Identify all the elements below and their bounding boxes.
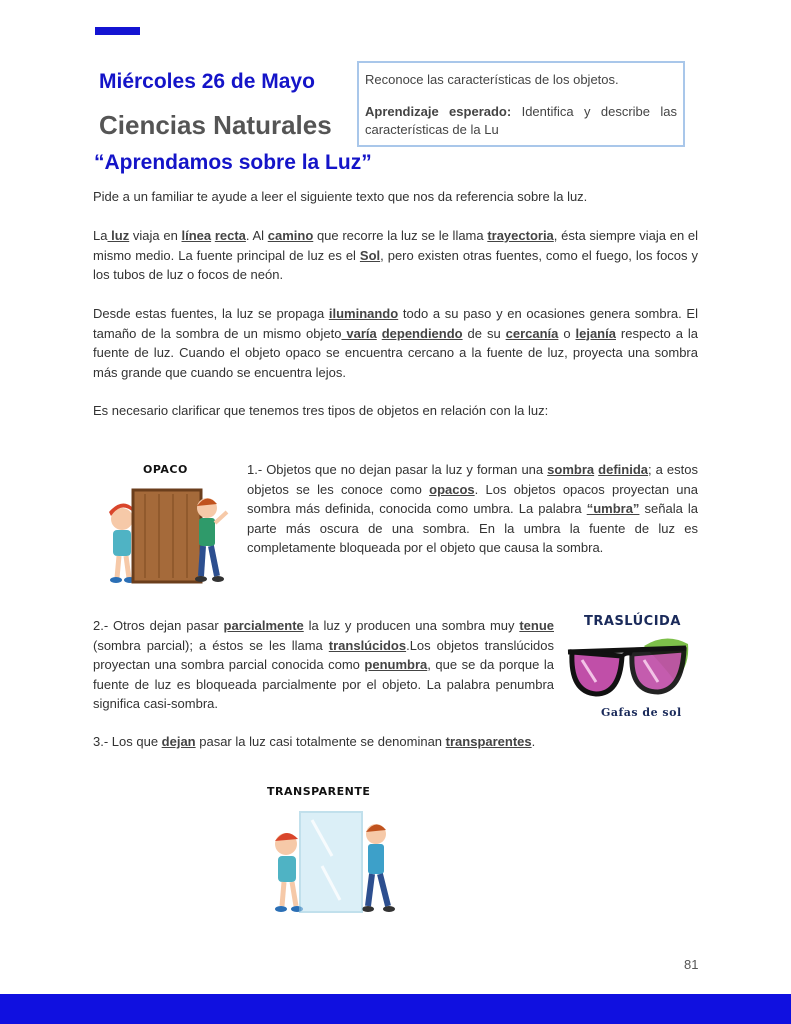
objective-text: Reconoce las características de los objetos.: [365, 72, 619, 87]
transparent-glass-illustration: [252, 806, 412, 918]
item-2-translucent: [93, 616, 554, 714]
item-1-opaque: [247, 460, 698, 558]
paragraph-2-text: Desde estas fuentes, la luz se propaga iluminando todo a su paso y en ocasiones genera sombra. El tamaño de la sombra de un mismo objeto varía dependiendo de su cercanía o lejanía respecto a la fuente de luz. Cuando el objeto opaco se encuentra cercano a la fuente de luz, proyecta una sombra más grande que cuando se encuentra lejos.: [93, 306, 698, 380]
item-3-text: 3.- Los que dejan pasar la luz casi totalmente se denominan transparentes.: [93, 734, 536, 749]
expected-text: Identifica y describe las características de la Lu: [365, 104, 677, 137]
opaco-label: OPACO: [143, 463, 188, 476]
transparente-label: TRANSPARENTE: [267, 785, 371, 798]
expected-learning: [365, 103, 677, 139]
item-1-text: 1.- Objetos que no dejan pasar la luz y forman una sombra definida; a estos objetos se les conoce como opacos. Los objetos opacos proyectan una sombra más definida, conocida como umbra. La palabra “umbra” señala la parte más oscura de una sombra. En la umbra la fuente de luz es completamente bloqueada por el objeto que causa la sombra.: [247, 462, 698, 555]
intro-text: Pide a un familiar te ayude a leer el siguiente texto que nos da referencia sobre la luz.: [93, 189, 588, 204]
page-number: 81: [684, 957, 699, 972]
gafas-caption: Gafas de sol: [601, 706, 682, 719]
learning-objective-box: [357, 61, 685, 147]
lesson-date: Miércoles 26 de Mayo: [99, 70, 315, 93]
paragraph-3: [93, 401, 698, 421]
top-accent-bar: [95, 27, 140, 35]
page-title: “Aprendamos sobre la Luz”: [94, 151, 372, 174]
sunglasses-illustration: [566, 634, 692, 706]
paragraph-1: [93, 226, 698, 285]
subject-title: Ciencias Naturales: [99, 110, 332, 140]
bottom-bar: [0, 994, 791, 1024]
paragraph-3-text: Es necesario clarificar que tenemos tres tipos de objetos en relación con la luz:: [93, 403, 549, 418]
paragraph-2: [93, 304, 698, 382]
paragraph-1-text: La luz viaja en línea recta. Al camino que recorre la luz se le llama trayectoria, ésta siempre viaja en el mismo medio. La fuente principal de luz es el Sol, pero existen otras fuentes, como el fuego, los focos y los tubos de luz o focos de neón.: [93, 228, 698, 282]
item-3-transparent: [93, 732, 554, 752]
item-2-text: 2.- Otros dejan pasar parcialmente la luz y producen una sombra muy tenue (sombra parcial); a éstos se les llama translúcidos.Los objetos translúcidos proyectan una sombra parcial conocida como penumbra, que se da porque la fuente de luz es bloqueada parcialmente por el objeto. La palabra penumbra significa casi-sombra.: [93, 618, 554, 711]
expected-label: Aprendizaje esperado:: [365, 104, 512, 119]
traslucida-label: TRASLÚCIDA: [584, 614, 681, 629]
intro-paragraph: [93, 187, 698, 207]
opaque-door-illustration: [95, 478, 235, 586]
